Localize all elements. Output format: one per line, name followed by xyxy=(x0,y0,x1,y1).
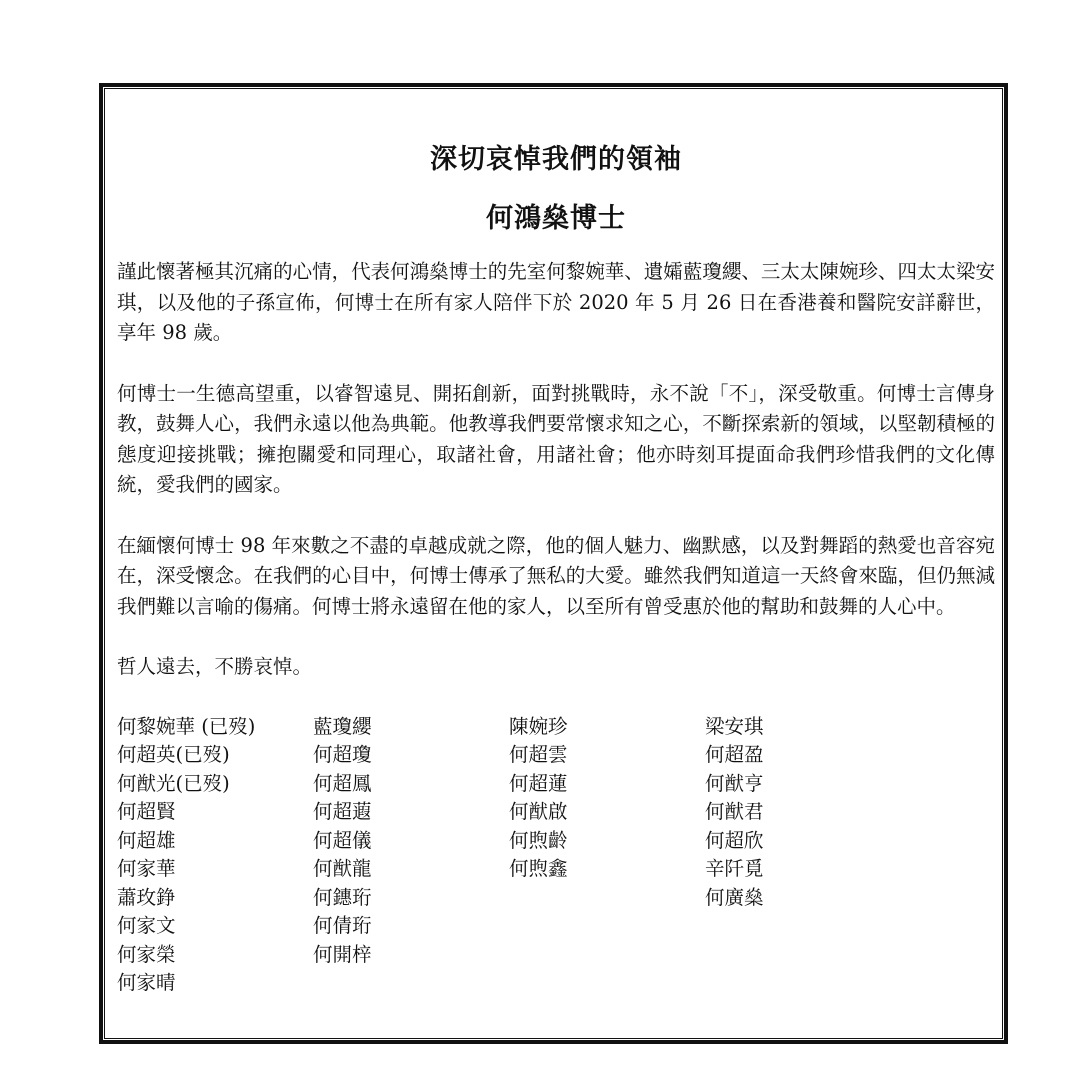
family-member-name: 何猷龍 xyxy=(313,857,372,880)
family-member-name: 何家華 xyxy=(117,857,176,880)
family-member-name: 何鏸珩 xyxy=(313,885,372,909)
closing-line: 哲人遠去，不勝哀悼。 xyxy=(117,655,313,678)
family-names-column xyxy=(117,713,255,998)
family-member-name: 何猷君 xyxy=(705,800,764,823)
family-member-name: 何倩珩 xyxy=(313,914,372,937)
family-member-name: 陳婉珍 xyxy=(509,714,568,738)
family-member-name: 何超雲 xyxy=(509,743,568,766)
family-member-name: 何超蓮 xyxy=(509,771,568,795)
family-member-name: 何猷光(已歿) xyxy=(117,771,230,795)
family-member-name: 何猷亨 xyxy=(705,771,764,795)
family-member-name: 何超英(已歿) xyxy=(117,743,230,766)
family-member-name: 何超蕸 xyxy=(313,800,372,823)
family-member-name: 何煦鑫 xyxy=(509,857,568,880)
announcement-paragraph: 謹此懷著極其沉痛的心情，代表何鴻燊博士的先室何黎婉華、遺孀藍瓊纓、三太太陳婉珍、四太太梁安琪，以及他的子孫宣佈，何博士在所有家人陪伴下於 2020 年 5 月 26 日在香港養和醫院安詳辭世，享年 98 歲。 xyxy=(117,260,995,344)
family-member-name: 梁安琪 xyxy=(705,714,764,738)
family-member-name: 何家文 xyxy=(117,914,176,937)
family-member-name: 何家晴 xyxy=(117,971,176,994)
family-member-name: 何超儀 xyxy=(313,828,372,852)
family-member-name: 何猷啟 xyxy=(509,800,568,823)
notice-subject-name: 何鴻燊博士 xyxy=(486,203,626,234)
notice-title: 深切哀悼我們的領袖 xyxy=(430,144,682,175)
obituary-notice xyxy=(117,140,995,1003)
family-names-column xyxy=(509,713,568,884)
family-member-name: 何超鳳 xyxy=(313,771,372,795)
family-member-name: 何黎婉華 (已歿) xyxy=(117,714,256,738)
family-member-name: 藍瓊纓 xyxy=(313,714,372,738)
family-member-name: 何超盈 xyxy=(705,743,764,766)
family-member-name: 辛阡覓 xyxy=(705,857,764,880)
family-names-column xyxy=(313,713,372,970)
family-member-name: 何超欣 xyxy=(705,828,764,852)
family-member-name: 何廣燊 xyxy=(705,885,764,909)
family-names-list xyxy=(117,713,995,1003)
remembrance-paragraph: 在緬懷何博士 98 年來數之不盡的卓越成就之際，他的個人魅力、幽默感，以及對舞蹈的熱愛也音容宛在，深受懷念。在我們的心目中，何博士傳承了無私的大愛。雖然我們知道這一天終會來臨，但仍無減我們難以言喻的傷痛。何博士將永遠留在他的家人，以至所有曾受惠於他的幫助和鼓舞的人心中。 xyxy=(117,533,995,618)
family-member-name: 蕭玫錚 xyxy=(117,885,176,909)
family-member-name: 何開梓 xyxy=(313,942,372,966)
family-member-name: 何煦齡 xyxy=(509,828,568,852)
family-member-name: 何超瓊 xyxy=(313,743,372,766)
tribute-paragraph: 何博士一生德高望重，以睿智遠見、開拓創新，面對挑戰時，永不說「不」，深受敬重。何博士言傳身教，鼓舞人心，我們永遠以他為典範。他教導我們要常懷求知之心，不斷探索新的領域，以堅韌積極的態度迎接挑戰；擁抱關愛和同理心，取諸社會，用諸社會；他亦時刻耳提面命我們珍惜我們的文化傳統，愛我們的國家。 xyxy=(117,381,995,496)
family-member-name: 何超雄 xyxy=(117,828,176,852)
family-member-name: 何超賢 xyxy=(117,800,176,823)
family-member-name: 何家榮 xyxy=(117,942,176,966)
family-names-column xyxy=(705,713,764,913)
